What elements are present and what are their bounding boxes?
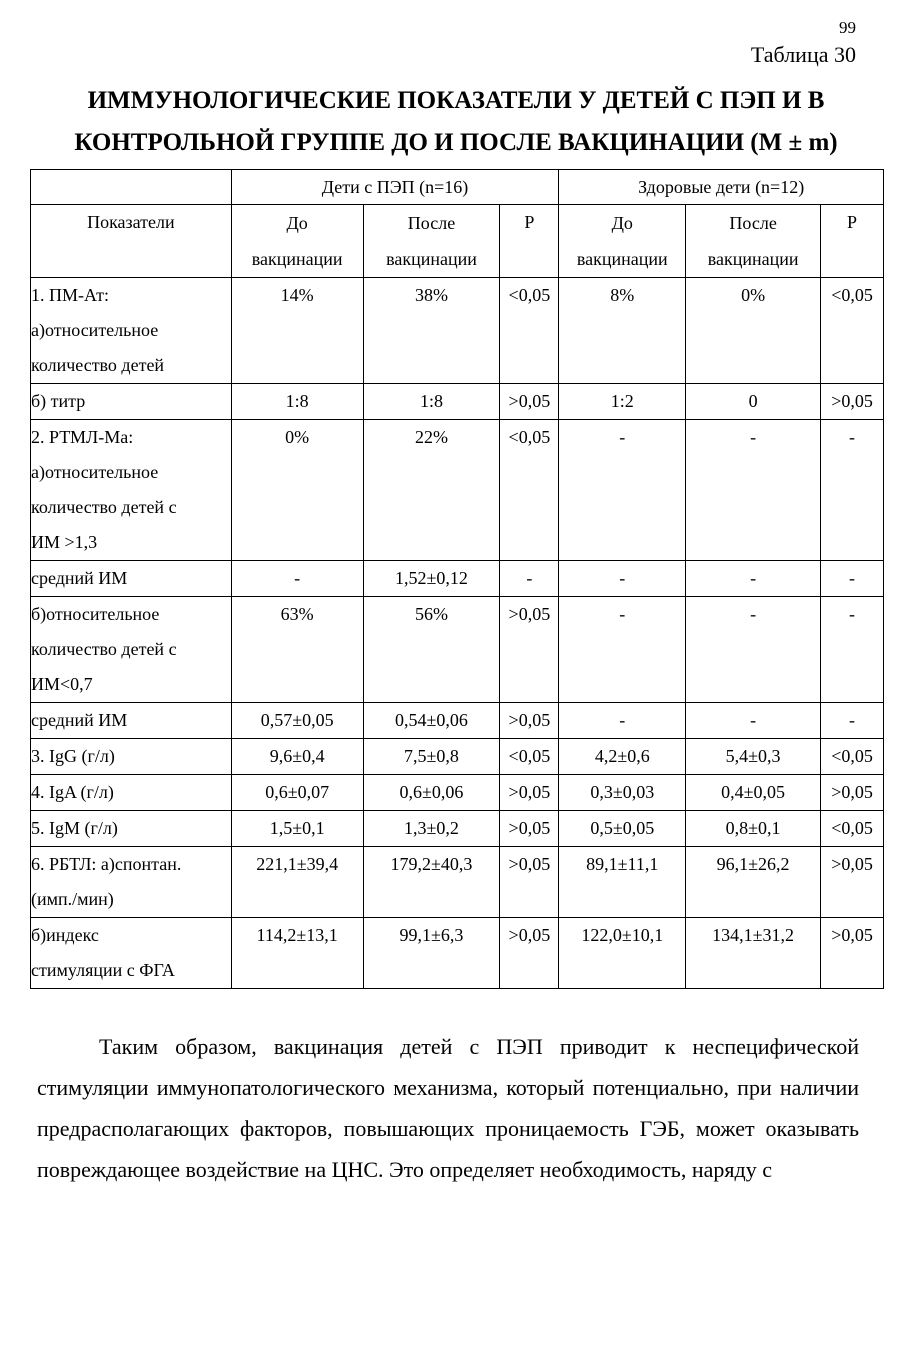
value-cell-p-pep: <0,05: [500, 278, 559, 384]
indicator-line: 5. IgM (г/л): [31, 818, 118, 838]
header-after-healthy-2: вакцинации: [707, 249, 799, 269]
value-cell-before-healthy: 0,5±0,05: [559, 811, 686, 847]
group-pep-header: Дети с ПЭП (n=16): [231, 170, 559, 205]
header-after-pep: [363, 205, 500, 278]
value-cell-p-pep: <0,05: [500, 420, 559, 561]
header-p-pep: P: [500, 205, 559, 278]
value-cell-after-healthy: -: [686, 561, 821, 597]
value-cell-after-healthy: 0,8±0,1: [686, 811, 821, 847]
indicator-cell: [31, 847, 232, 918]
value-cell-before-pep: 221,1±39,4: [231, 847, 363, 918]
value-cell-after-pep: 56%: [363, 597, 500, 703]
value-cell-p-pep: >0,05: [500, 811, 559, 847]
value-cell-p-healthy: >0,05: [821, 384, 884, 420]
value-cell-before-pep: 1,5±0,1: [231, 811, 363, 847]
paragraph-text: Таким образом, вакцинация детей с ПЭП приводит к неспецифической стимуляции иммунопатологического механизма, который потенциально, при наличии предрасполагающих факторов, повышающих проницаемость ГЭБ, может оказывать повреждающее воздействие на ЦНС. Это определяет необходимость, наряду с: [37, 1034, 859, 1182]
value-cell-p-healthy: >0,05: [821, 847, 884, 918]
table-row: [31, 384, 884, 420]
value-cell-after-pep: 179,2±40,3: [363, 847, 500, 918]
header-after-healthy-1: После: [729, 213, 777, 233]
value-cell-after-pep: 22%: [363, 420, 500, 561]
value-cell-before-healthy: 8%: [559, 278, 686, 384]
title-line-2: КОНТРОЛЬНОЙ ГРУППЕ ДО И ПОСЛЕ ВАКЦИНАЦИИ (M ± m): [74, 129, 838, 156]
table-row: [31, 775, 884, 811]
value-cell-before-pep: 14%: [231, 278, 363, 384]
header-after-healthy: [686, 205, 821, 278]
value-cell-before-pep: 114,2±13,1: [231, 918, 363, 989]
table-label: Таблица 30: [750, 42, 856, 67]
table-row: [31, 811, 884, 847]
value-cell-p-healthy: >0,05: [821, 918, 884, 989]
value-cell-p-pep: -: [500, 561, 559, 597]
table-row: [31, 918, 884, 989]
header-p-healthy: P: [821, 205, 884, 278]
indicator-cell: [31, 278, 232, 384]
indicator-line: ИМ >1,3: [31, 532, 98, 552]
value-cell-p-healthy: <0,05: [821, 278, 884, 384]
value-cell-p-pep: >0,05: [500, 384, 559, 420]
indicator-cell: [31, 597, 232, 703]
value-cell-after-pep: 99,1±6,3: [363, 918, 500, 989]
indicator-line: 1. ПМ-Ат:: [31, 285, 109, 305]
indicator-line: 3. IgG (г/л): [31, 746, 115, 766]
value-cell-after-pep: 7,5±0,8: [363, 739, 500, 775]
indicator-line: б) титр: [31, 391, 86, 411]
indicator-line: количество детей с: [31, 497, 177, 517]
indicator-line: количество детей с: [31, 639, 177, 659]
body-paragraph: [37, 1026, 859, 1190]
indicator-line: б)относительное: [31, 604, 160, 624]
value-cell-before-healthy: 4,2±0,6: [559, 739, 686, 775]
value-cell-after-pep: 1:8: [363, 384, 500, 420]
value-cell-before-healthy: -: [559, 597, 686, 703]
page-number: 99: [839, 18, 856, 37]
value-cell-before-pep: 0%: [231, 420, 363, 561]
table-row: [31, 597, 884, 703]
indicator-line: средний ИМ: [31, 568, 128, 588]
value-cell-before-healthy: 1:2: [559, 384, 686, 420]
value-cell-after-pep: 1,52±0,12: [363, 561, 500, 597]
indicator-cell: [31, 561, 232, 597]
indicator-line: а)относительное: [31, 320, 159, 340]
table-row: [31, 703, 884, 739]
indicator-line: 4. IgA (г/л): [31, 782, 114, 802]
value-cell-before-healthy: 122,0±10,1: [559, 918, 686, 989]
table-row: [31, 561, 884, 597]
indicator-line: количество детей: [31, 355, 165, 375]
value-cell-after-pep: 0,6±0,06: [363, 775, 500, 811]
value-cell-after-healthy: -: [686, 703, 821, 739]
value-cell-p-pep: >0,05: [500, 703, 559, 739]
header-indicator: Показатели: [31, 205, 232, 278]
indicator-line: б)индекс: [31, 925, 99, 945]
value-cell-p-pep: >0,05: [500, 775, 559, 811]
group-healthy-header: Здоровые дети (n=12): [559, 170, 884, 205]
indicator-line: стимуляции с ФГА: [31, 960, 175, 980]
indicator-line: средний ИМ: [31, 710, 128, 730]
value-cell-after-healthy: 0: [686, 384, 821, 420]
indicator-line: а)относительное: [31, 462, 159, 482]
value-cell-after-healthy: -: [686, 420, 821, 561]
value-cell-p-healthy: -: [821, 420, 884, 561]
header-before-healthy: [559, 205, 686, 278]
value-cell-p-healthy: <0,05: [821, 739, 884, 775]
value-cell-before-healthy: 0,3±0,03: [559, 775, 686, 811]
value-cell-after-healthy: 0%: [686, 278, 821, 384]
value-cell-after-healthy: -: [686, 597, 821, 703]
value-cell-before-pep: 9,6±0,4: [231, 739, 363, 775]
group-header-row: [31, 170, 884, 205]
value-cell-before-pep: 0,57±0,05: [231, 703, 363, 739]
value-cell-p-pep: >0,05: [500, 918, 559, 989]
table-row: [31, 420, 884, 561]
indicator-cell: [31, 420, 232, 561]
indicator-line: 2. РТМЛ-Ма:: [31, 427, 134, 447]
value-cell-before-healthy: 89,1±11,1: [559, 847, 686, 918]
indicator-line: 6. РБТЛ: а)спонтан.: [31, 854, 182, 874]
value-cell-after-pep: 1,3±0,2: [363, 811, 500, 847]
header-before-pep: [231, 205, 363, 278]
value-cell-after-pep: 38%: [363, 278, 500, 384]
value-cell-after-healthy: 5,4±0,3: [686, 739, 821, 775]
value-cell-before-pep: 63%: [231, 597, 363, 703]
value-cell-before-pep: -: [231, 561, 363, 597]
value-cell-p-healthy: -: [821, 561, 884, 597]
header-before-pep-1: До: [286, 213, 308, 233]
value-cell-before-healthy: -: [559, 420, 686, 561]
value-cell-p-healthy: <0,05: [821, 811, 884, 847]
value-cell-after-healthy: 134,1±31,2: [686, 918, 821, 989]
value-cell-after-healthy: 96,1±26,2: [686, 847, 821, 918]
header-after-pep-1: После: [407, 213, 456, 233]
value-cell-p-healthy: -: [821, 703, 884, 739]
indicator-cell: [31, 703, 232, 739]
title-line-1: ИММУНОЛОГИЧЕСКИЕ ПОКАЗАТЕЛИ У ДЕТЕЙ С ПЭП И В: [87, 87, 825, 114]
value-cell-before-healthy: -: [559, 703, 686, 739]
value-cell-p-healthy: -: [821, 597, 884, 703]
indicator-cell: [31, 918, 232, 989]
value-cell-after-pep: 0,54±0,06: [363, 703, 500, 739]
indicator-line: (имп./мин): [31, 889, 114, 909]
indicator-cell: [31, 775, 232, 811]
header-before-pep-2: вакцинации: [251, 249, 343, 269]
value-cell-after-healthy: 0,4±0,05: [686, 775, 821, 811]
value-cell-before-pep: 0,6±0,07: [231, 775, 363, 811]
value-cell-p-pep: <0,05: [500, 739, 559, 775]
indicator-cell: [31, 739, 232, 775]
table-row: [31, 847, 884, 918]
value-cell-p-pep: >0,05: [500, 847, 559, 918]
table-title: [40, 80, 872, 164]
indicator-cell: [31, 811, 232, 847]
immunology-table: [30, 169, 884, 989]
header-after-pep-2: вакцинации: [386, 249, 477, 269]
indicator-line: ИМ<0,7: [31, 674, 93, 694]
table-row: [31, 278, 884, 384]
header-before-healthy-1: До: [611, 213, 633, 233]
value-cell-p-pep: >0,05: [500, 597, 559, 703]
column-header-row: [31, 205, 884, 278]
value-cell-p-healthy: >0,05: [821, 775, 884, 811]
indicator-cell: [31, 384, 232, 420]
table-row: [31, 739, 884, 775]
value-cell-before-pep: 1:8: [231, 384, 363, 420]
header-before-healthy-2: вакцинации: [576, 249, 668, 269]
empty-corner-cell: [31, 170, 232, 205]
value-cell-before-healthy: -: [559, 561, 686, 597]
